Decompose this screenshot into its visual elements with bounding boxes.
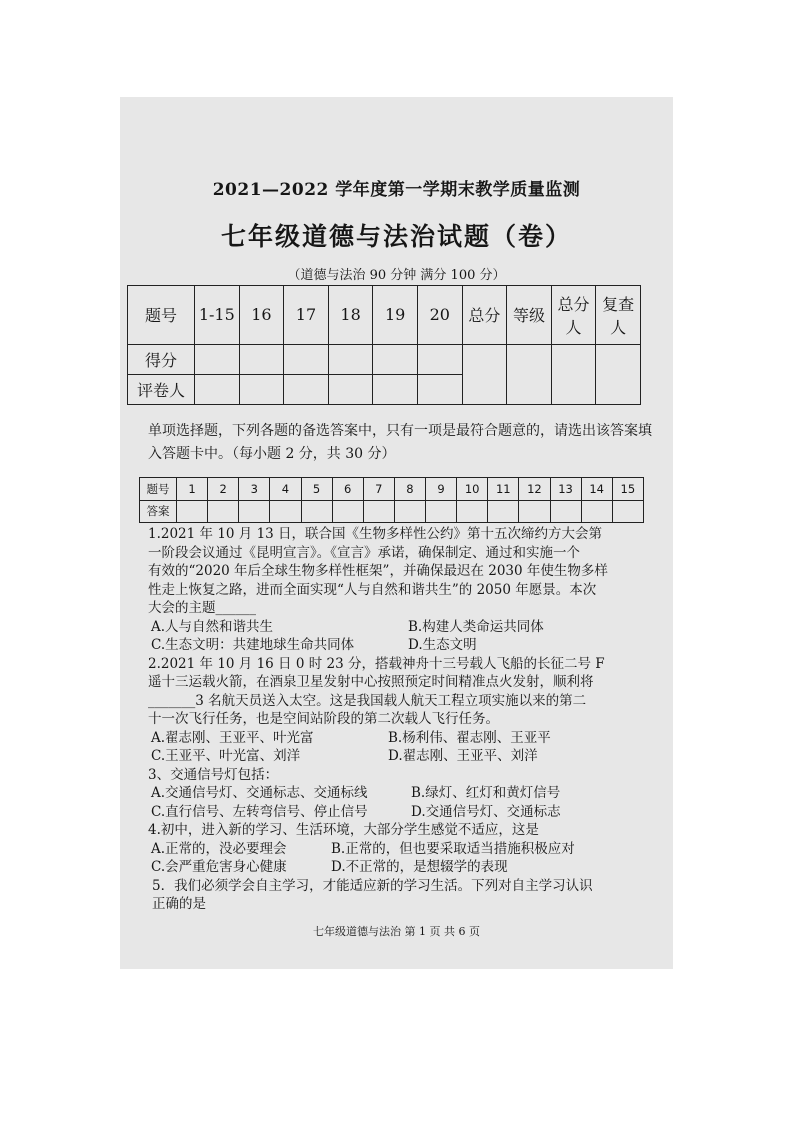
question-4-line: 4.初中，进入新的学习、生活环境，大部分学生感觉不适应，这是 [148, 822, 539, 838]
option-a: A.翟志刚、王亚平、叶光富 [151, 729, 314, 746]
answer-cell [394, 500, 425, 523]
answer-number: 9 [426, 478, 457, 501]
answer-cell [612, 500, 643, 523]
answer-number: 13 [550, 478, 581, 501]
question-1-options-cd [148, 636, 653, 655]
answer-number: 14 [581, 478, 612, 501]
answer-cell [270, 500, 301, 523]
answer-number: 3 [239, 478, 270, 501]
option-b: B.构建人类命运共同体 [408, 618, 544, 635]
option-b: B.绿灯、红灯和黄灯信号 [411, 785, 561, 801]
question-1-line: 一阶段会议通过《昆明宣言》。《宣言》承诺，确保制定、通过和实施一个 [148, 544, 580, 561]
option-c: C.会严重危害身心健康 [151, 859, 287, 875]
answer-cell [519, 500, 550, 523]
answer-number: 8 [394, 478, 425, 501]
score-cell [195, 344, 240, 374]
option-a: A.交通信号灯、交通标志、交通标线 [151, 785, 368, 801]
score-col-header: 总分 [462, 286, 507, 345]
question-3-options-cd [148, 803, 653, 822]
exam-paper-photo [120, 97, 673, 969]
score-col-header: 18 [328, 286, 373, 345]
option-c: C.直行信号、左转弯信号、停止信号 [151, 803, 368, 820]
option-d: D.交通信号灯、交通标志 [411, 803, 561, 820]
exam-title-line1: 2021—2022 学年度第一学期末教学质量监测 [212, 180, 581, 200]
score-table-row-score [128, 344, 641, 374]
question-3-line: 3、交通信号灯包括： [148, 766, 279, 783]
score-cell [417, 374, 462, 404]
answer-cell [363, 500, 394, 523]
score-col-header: 17 [284, 286, 329, 345]
score-cell [417, 344, 462, 374]
answer-cell [301, 500, 332, 523]
question-3-options-ab [148, 784, 653, 803]
option-a: A.人与自然和谐共生 [151, 618, 274, 635]
question-2-line: 十一次飞行任务，也是空间站阶段的第二次载人飞行任务。 [148, 711, 499, 727]
question-2-options-ab [148, 729, 653, 748]
option-d: D.生态文明 [408, 637, 477, 653]
score-cell [507, 344, 552, 404]
answer-cell [457, 500, 488, 523]
question-2-line: 遥十三运载火箭，在酒泉卫星发射中心按照预定时间精准点火发射，顺利将 [148, 674, 594, 690]
score-cell [596, 344, 641, 404]
answer-cell [581, 500, 612, 523]
score-cell [239, 374, 284, 404]
score-table-row-number [128, 286, 641, 345]
question-2-line: _______3 名航天员送入太空。这是我国载人航天工程立项实施以来的第二 [148, 692, 587, 709]
score-col-header: 19 [373, 286, 418, 345]
exam-title-line2: 七年级道德与法治试题（卷） [220, 222, 572, 251]
answer-row-label: 答案 [140, 500, 177, 523]
answer-row-label: 题号 [140, 478, 177, 501]
answer-number: 1 [177, 478, 208, 501]
answer-number: 15 [612, 478, 643, 501]
score-col-header: 总分人 [551, 286, 596, 345]
page-footer: 七年级道德与法治 第 1 页 共 6 页 [313, 925, 480, 938]
score-col-header: 复查人 [596, 286, 641, 345]
question-5-line: 5．我们必须学会自主学习，才能适应新的学习生活。下列对自主学习认识 [152, 877, 593, 894]
answer-number: 2 [208, 478, 239, 501]
answer-table [139, 477, 644, 523]
score-col-header: 等级 [507, 286, 552, 345]
question-1-line: 大会的主题______ [148, 600, 256, 616]
questions [148, 525, 653, 914]
score-col-header: 1-15 [195, 286, 240, 345]
option-c: C.王亚平、叶光富、刘洋 [151, 748, 301, 764]
question-2-line: 2.2021 年 10 月 16 日 0 时 23 分，搭载神舟十三号载人飞船的长征二号 F [148, 655, 605, 672]
score-col-header: 20 [417, 286, 462, 345]
answer-cell [332, 500, 363, 523]
score-row-label: 得分 [128, 344, 195, 374]
answer-cell [488, 500, 519, 523]
score-cell [328, 374, 373, 404]
score-col-header: 16 [239, 286, 284, 345]
question-4-options-ab [148, 840, 653, 859]
question-4-options-cd [148, 858, 653, 877]
option-c: C.生态文明：共建地球生命共同体 [151, 637, 355, 653]
option-d: D.翟志刚、王亚平、刘洋 [388, 748, 538, 764]
score-cell [373, 344, 418, 374]
answer-cell [239, 500, 270, 523]
question-1-line: 性走上恢复之路，进而全面实现“人与自然和谐共生”的 2050 年愿景。本次 [148, 581, 597, 598]
answer-cell [177, 500, 208, 523]
question-1-line: 有效的“2020 年后全球生物多样性框架”，并确保最迟在 2030 年使生物多样 [148, 563, 608, 579]
answer-cell [426, 500, 457, 523]
score-cell [239, 344, 284, 374]
score-row-label: 评卷人 [128, 374, 195, 404]
score-cell [373, 374, 418, 404]
answer-number: 10 [457, 478, 488, 501]
score-cell [195, 374, 240, 404]
question-5-line: 正确的是 [152, 896, 206, 912]
option-b: B.正常的，但也要采取适当措施积极应对 [331, 840, 575, 857]
answer-number: 5 [301, 478, 332, 501]
option-a: A.正常的，没必要理会 [151, 840, 287, 857]
score-cell [462, 344, 507, 404]
section-intro: 单项选择题，下列各题的备选答案中，只有一项是最符合题意的，请选出该答案填入答题卡中。（每小题 2 分，共 30 分） [148, 423, 652, 462]
option-b: B.杨利伟、翟志刚、王亚平 [388, 729, 551, 746]
answer-number: 4 [270, 478, 301, 501]
answer-cell [208, 500, 239, 523]
answer-table-row-answer [140, 500, 644, 523]
option-d: D.不正常的，是想辍学的表现 [331, 859, 508, 875]
exam-subtitle: （道德与法治 90 分钟 满分 100 分） [287, 268, 506, 283]
answer-table-row-number [140, 478, 644, 501]
answer-number: 7 [363, 478, 394, 501]
question-2-options-cd [148, 747, 653, 766]
score-table [127, 285, 641, 405]
score-cell [284, 344, 329, 374]
score-row-label: 题号 [128, 286, 195, 345]
answer-number: 6 [332, 478, 363, 501]
question-1-options-ab [148, 618, 653, 637]
answer-cell [550, 500, 581, 523]
answer-number: 11 [488, 478, 519, 501]
score-cell [328, 344, 373, 374]
question-1-line: 1.2021 年 10 月 13 日，联合国《生物多样性公约》第十五次缔约方大会第 [148, 526, 603, 542]
score-cell [551, 344, 596, 404]
score-cell [284, 374, 329, 404]
answer-number: 12 [519, 478, 550, 501]
